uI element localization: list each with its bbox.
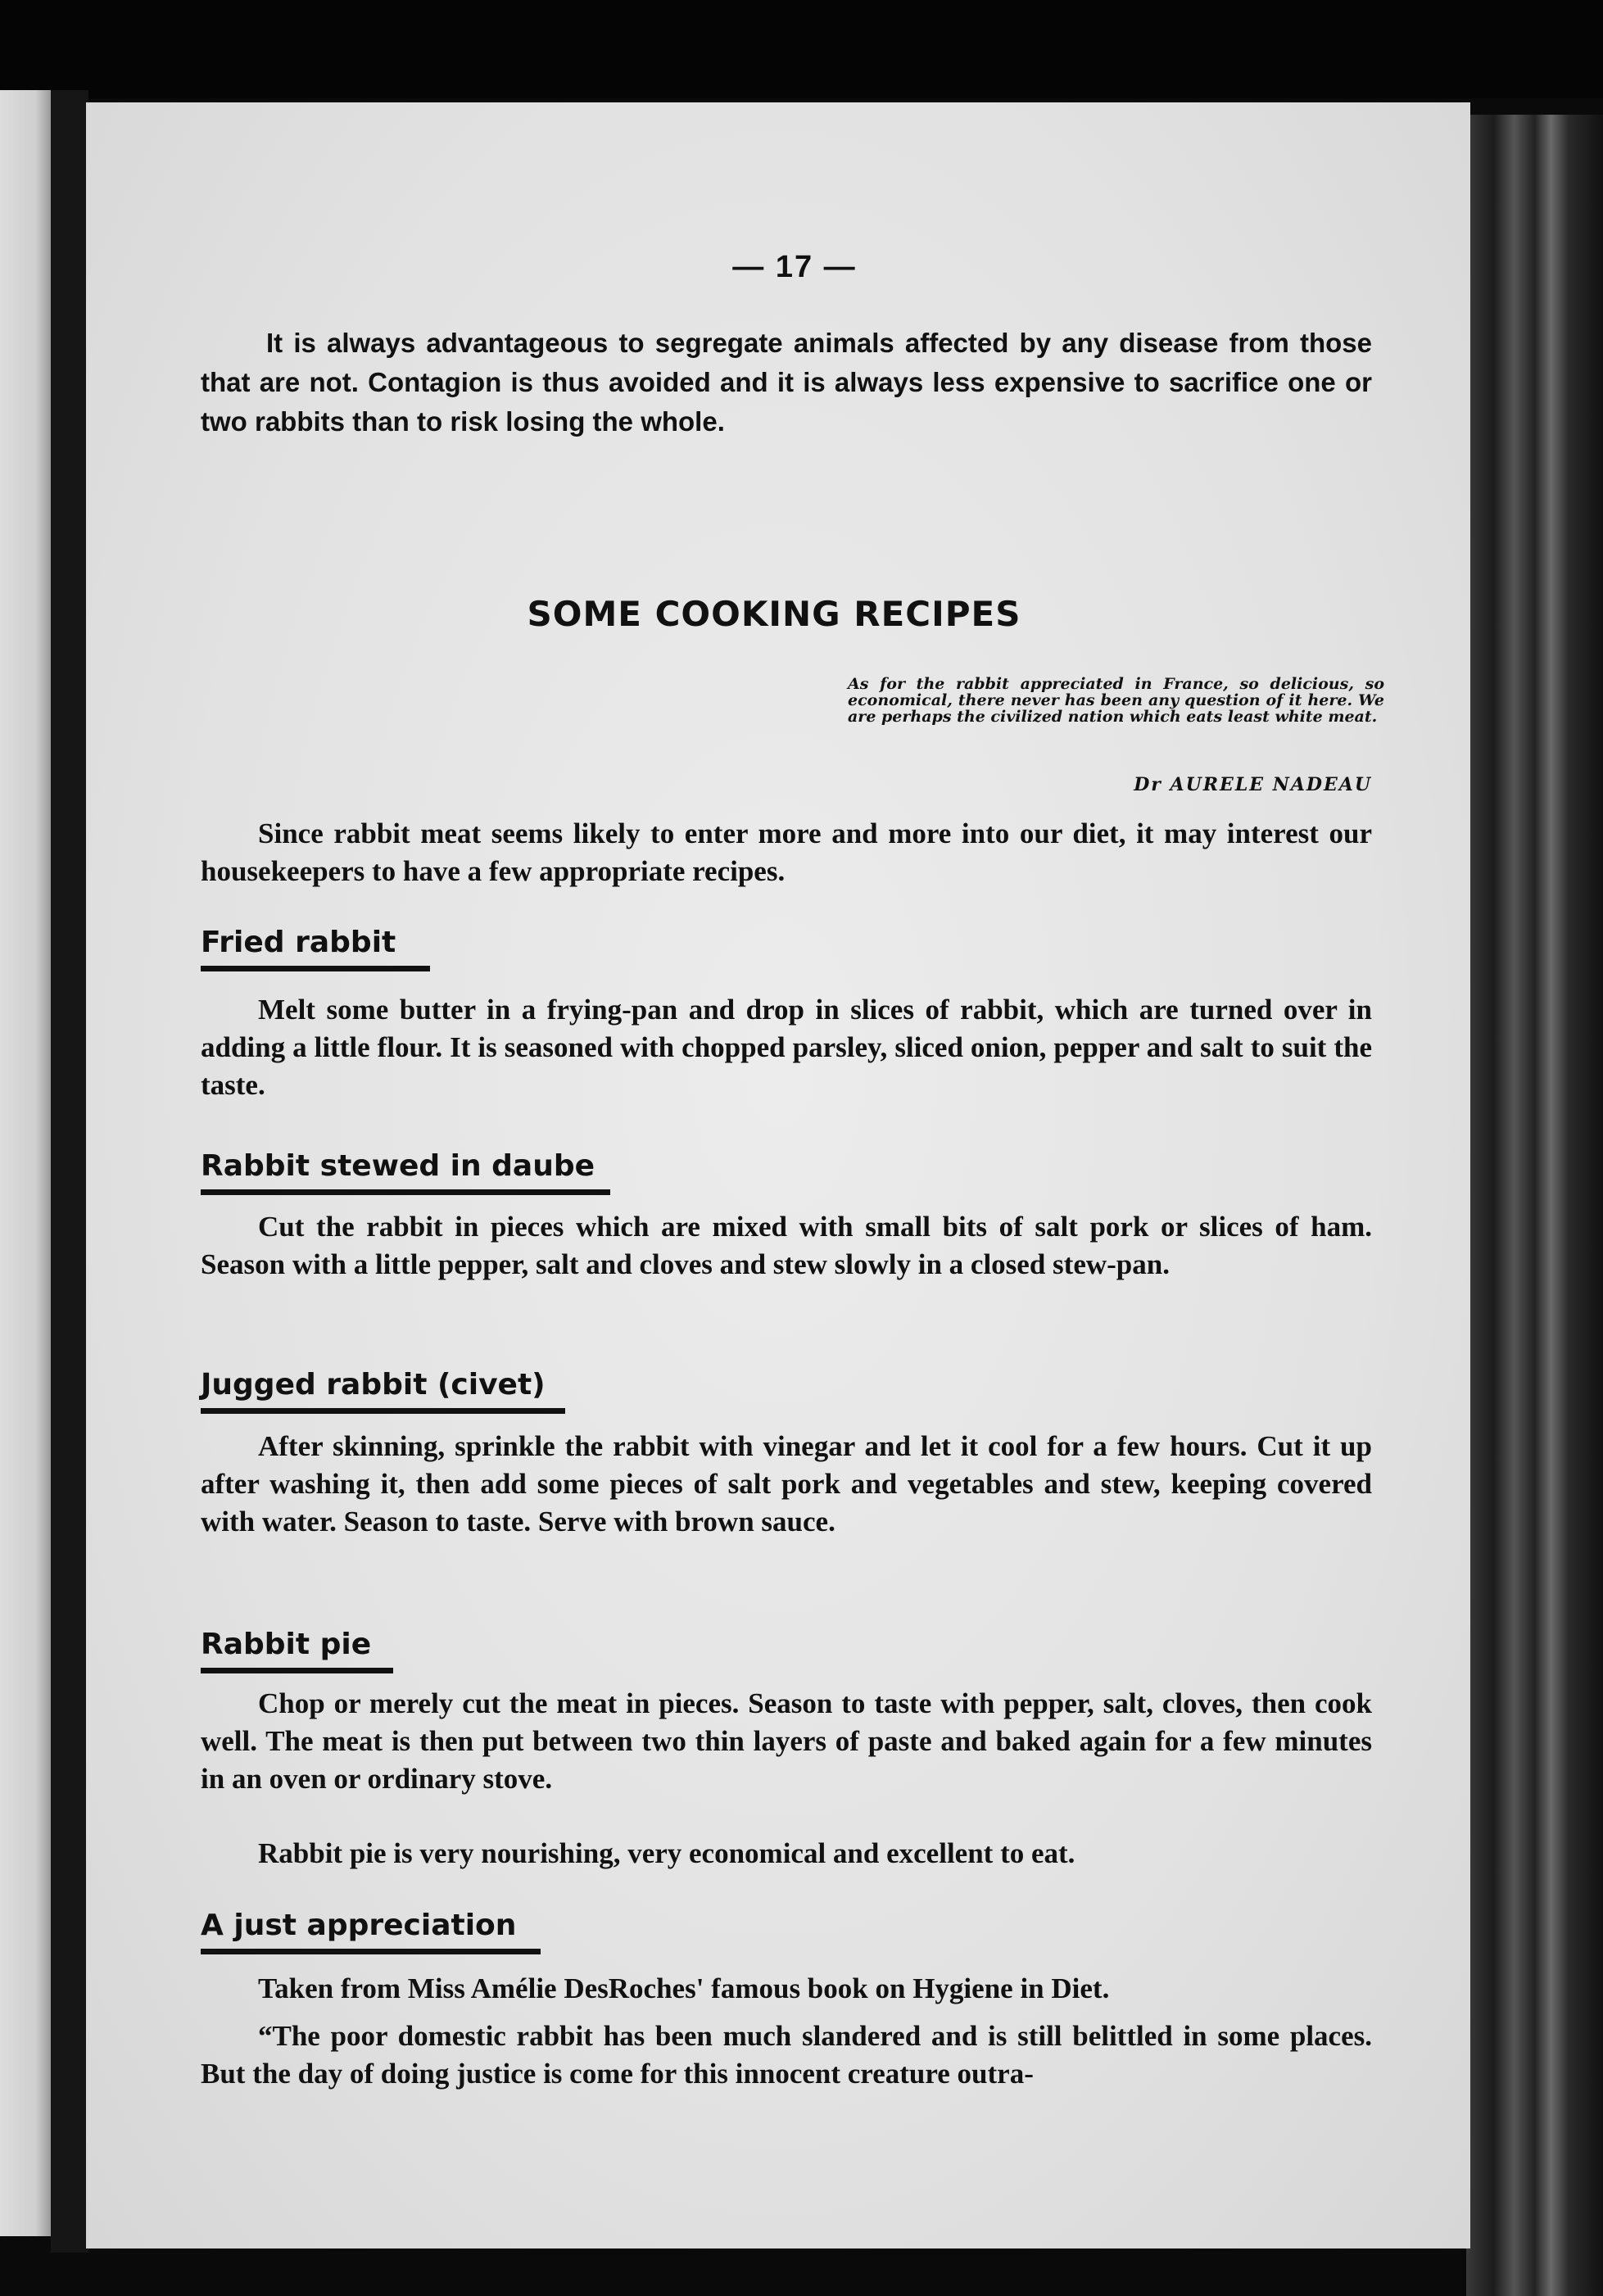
intro-paragraph: It is always advantageous to segregate animals affected by any disease from those that are not. Contagion is thus avoided and it is always less expensive to sacrifice one or two rabbits than to risk losing the whole. xyxy=(201,328,1372,437)
recipe-title-rabbit-pie: Rabbit pie xyxy=(201,1628,393,1673)
appreciation-quote-paragraph: “The poor domestic rabbit has been much slandered and is still belittled in some places. But the day of doing justice is come for this innocent creature outra- xyxy=(201,2020,1372,2090)
page-number: — 17 — xyxy=(732,250,857,284)
recipe-title-stewed-rabbit: Rabbit stewed in daube xyxy=(201,1149,610,1195)
epigraph-author: Dr AURELE NADEAU xyxy=(1134,774,1372,795)
recipe-body-jugged-rabbit: After skinning, sprinkle the rabbit with vinegar and let it cool for a few hours. Cut it up after washing it, then add some pieces of salt pork and vegetables and stew, keeping covered with water. Season to taste. Serve with brown sauce. xyxy=(201,1430,1372,1537)
book-page xyxy=(86,102,1470,2248)
recipe-title-fried-rabbit: Fried rabbit xyxy=(201,926,430,971)
recipe-body-stewed-rabbit: Cut the rabbit in pieces which are mixed with small bits of salt pork or slices of ham. Season with a little pepper, salt and cloves and stew slowly in a closed stew-pan. xyxy=(201,1211,1372,1280)
facing-page-edge xyxy=(0,90,51,2236)
appreciation-source-paragraph: Taken from Miss Amélie DesRoches' famous book on Hygiene in Diet. xyxy=(258,1972,1110,2004)
recipe-body-rabbit-pie: Chop or merely cut the meat in pieces. Season to taste with pepper, salt, cloves, then cook well. The meat is then put between two thin layers of paste and baked again for a few minutes in an oven or ordinary stove. xyxy=(201,1687,1372,1795)
epigraph-quote: As for the rabbit appreciated in France, so delicious, so economical, there never has been any question of it here. We are perhaps the civilized nation which eats least white meat. xyxy=(848,675,1384,726)
section-title: SOME COOKING RECIPES xyxy=(527,594,1021,634)
page-stack-edge xyxy=(1466,115,1603,2296)
section-title-just-appreciation: A just appreciation xyxy=(201,1909,541,1954)
recipe-body-fried-rabbit: Melt some butter in a frying-pan and drop in slices of rabbit, which are turned over in adding a little flour. It is seasoned with chopped parsley, sliced onion, pepper and salt to suit the taste. xyxy=(201,994,1372,1101)
recipes-intro-paragraph: Since rabbit meat seems likely to enter more and more into our diet, it may interest our housekeepers to have a few appropriate recipes. xyxy=(201,817,1372,887)
book-gutter xyxy=(51,90,88,2253)
recipe-title-jugged-rabbit: Jugged rabbit (civet) xyxy=(201,1368,565,1414)
scan-top-border xyxy=(0,0,1603,98)
recipe-note-rabbit-pie: Rabbit pie is very nourishing, very economical and excellent to eat. xyxy=(258,1837,1075,1869)
